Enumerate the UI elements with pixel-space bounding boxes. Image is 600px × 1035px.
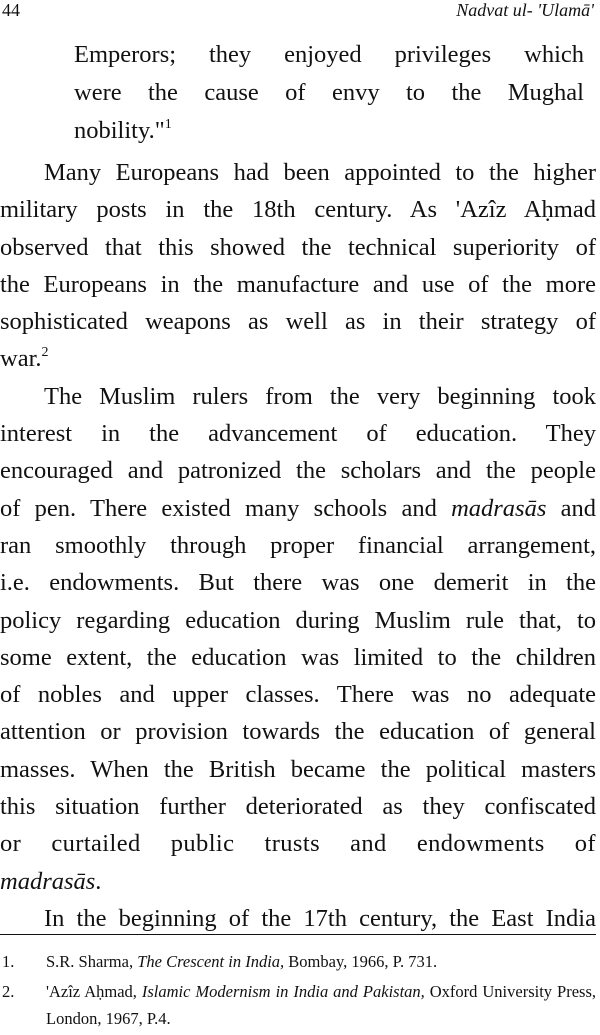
paragraph-line: ran smoothly through proper financial arrangement, [0,531,596,559]
paragraph-education [0,378,596,900]
paragraph-line: encouraged and patronized the scholars and the people [0,457,596,485]
paragraph-line: this situation further deteriorated as they confiscated [0,793,596,821]
paragraph-line: war.$^2$ [0,345,49,373]
paragraph-line: some extent, the education was limited to the children [0,643,596,671]
paragraph-line: i.e. endowments. But there was one demerit in the [0,569,596,597]
paragraph-line: Many Europeans had been appointed to the higher [44,159,596,186]
block-quote [74,36,584,150]
page-number: 44 [2,0,20,20]
footnote-ref-2: 2 [41,345,49,361]
paragraph-east-india [0,900,596,937]
footnote-rule [0,934,596,935]
quote-line: were the cause of envy to the Mughal [74,79,584,106]
emphasis-madrasas: madrasās [451,494,547,522]
quote-line: Emperors; they enjoyed privileges which [74,41,584,68]
running-title: Nadvat ul- 'Ulamā' [456,0,594,20]
page-body [0,36,596,937]
footnote-2 [0,978,596,1032]
paragraph-line: of pen. There existed many schools and madrasās and [0,494,597,522]
emphasis-madrasas: madrasās [0,867,96,895]
paragraph-line: interest in the advancement of education. They [0,420,596,448]
paragraph-line: military posts in the 18th century. As 'Azîz Aḥmad [0,196,596,224]
footnote-text: 'Azîz Aḥmad, Islamic Modernism in India and Pakistan, Oxford University Press, London, 1967, P.4. [46,982,596,1028]
footnote-number: 1. [2,952,15,971]
paragraph-line: In the beginning of the 17th century, the East India [44,904,596,932]
paragraph-line: attention or provision towards the education of general [0,718,596,746]
footnote-text: S.R. Sharma, The Crescent in India, Bombay, 1966, P. 731. [46,952,438,971]
paragraph-line: madrasās. [0,867,102,895]
paragraph-europeans [0,154,596,378]
running-header [0,0,600,26]
paragraph-line: policy regarding education during Muslim rule that, to [0,606,596,634]
paragraph-line: or curtailed public trusts and endowments of [0,830,596,858]
paragraph-line: observed that this showed the technical superiority of [0,233,596,261]
paragraph-line: of nobles and upper classes. There was no adequate [0,681,596,709]
paragraph-line: masses. When the British became the political masters [0,755,596,783]
paragraph-line: sophisticated weapons as well as in their strategy of [0,308,596,336]
footnote-title: The Crescent in India, [137,952,285,971]
footnote-number: 2. [2,982,15,1001]
footnote-title: Islamic Modernism in India and Pakistan, [141,982,425,1001]
paragraph-line: The Muslim rulers from the very beginning took [44,382,596,410]
footnote-1 [0,948,596,975]
paragraph-line: the Europeans in the manufacture and use of the more [0,270,596,298]
quote-line: nobility."$^1$ [74,117,172,144]
footnote-ref-1: 1 [164,117,172,132]
